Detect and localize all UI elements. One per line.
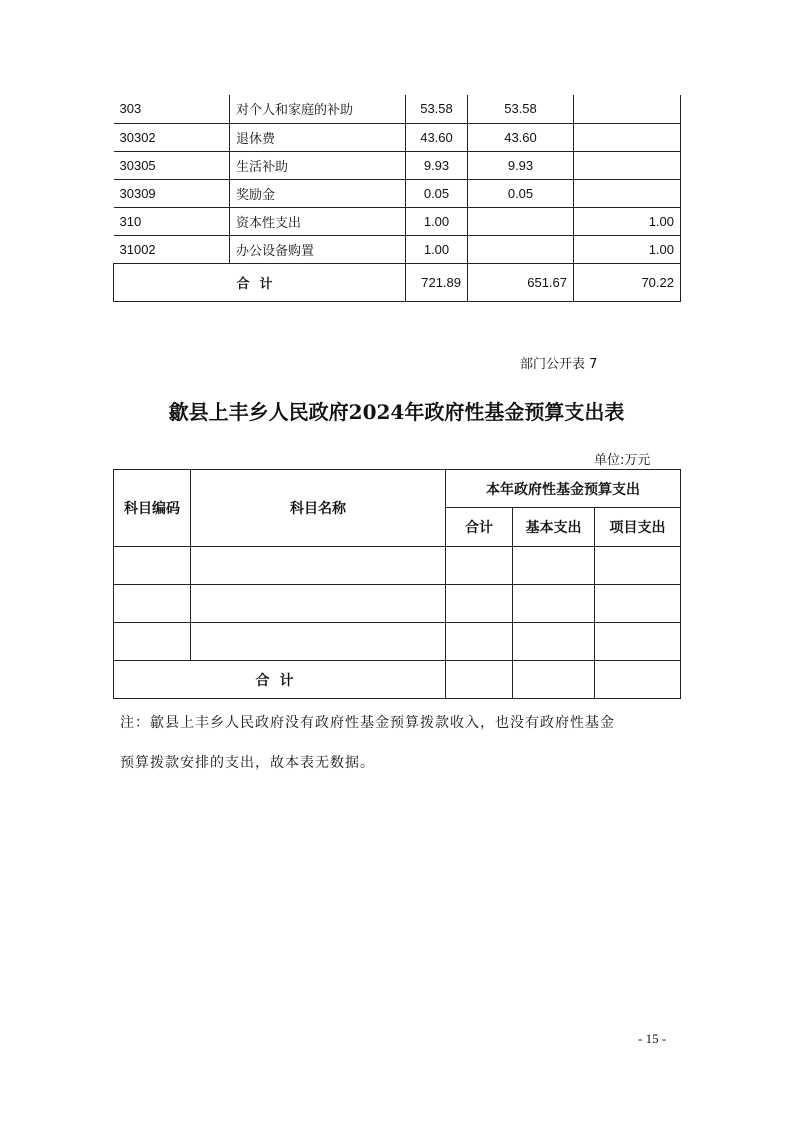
row-code: 310 <box>114 207 230 235</box>
page-number: - 15 - <box>638 1031 667 1046</box>
row-code: 31002 <box>114 235 230 263</box>
total-value: 721.89 <box>406 263 468 301</box>
row-name: 退休费 <box>230 123 406 151</box>
table-row <box>114 179 681 207</box>
row-name: 办公设备购置 <box>230 235 406 263</box>
row-name: 生活补助 <box>230 151 406 179</box>
row-code: 30305 <box>114 151 230 179</box>
row-code: 30309 <box>114 179 230 207</box>
row-basic: 0.05 <box>468 179 574 207</box>
header-name: 科目名称 <box>191 470 446 547</box>
table-total-row <box>114 263 681 301</box>
row-total: 43.60 <box>406 123 468 151</box>
table-row <box>114 207 681 235</box>
row-name: 资本性支出 <box>230 207 406 235</box>
project-total-value: 70.22 <box>574 263 681 301</box>
row-basic <box>468 207 574 235</box>
row-code: 30302 <box>114 123 230 151</box>
total-label: 合计 <box>114 661 446 699</box>
row-name: 奖励金 <box>230 179 406 207</box>
row-basic: 9.93 <box>468 151 574 179</box>
header-group: 本年政府性基金预算支出 <box>446 470 681 508</box>
expenditure-table-continued <box>113 95 681 302</box>
unit-label: 单位:万元 <box>594 453 651 468</box>
note-text: 注：歙县上丰乡人民政府没有政府性基金预算拨款收入，也没有政府性基金 <box>120 715 615 731</box>
table-row <box>114 151 681 179</box>
row-project: 1.00 <box>574 207 681 235</box>
row-total: 1.00 <box>406 235 468 263</box>
row-project <box>574 179 681 207</box>
row-total: 1.00 <box>406 207 468 235</box>
header-total: 合计 <box>446 508 513 547</box>
row-project <box>574 95 681 123</box>
page-title: 歙县上丰乡人民政府2024年政府性基金预算支出表 <box>168 400 625 424</box>
header-project: 项目支出 <box>595 508 681 547</box>
row-basic <box>468 235 574 263</box>
row-name: 对个人和家庭的补助 <box>230 95 406 123</box>
row-project <box>574 151 681 179</box>
table-row <box>114 95 681 123</box>
row-project: 1.00 <box>574 235 681 263</box>
table-row <box>114 547 681 585</box>
total-label: 合计 <box>114 263 406 301</box>
header-basic: 基本支出 <box>513 508 595 547</box>
row-project <box>574 123 681 151</box>
note-text-continued: 预算拨款安排的支出，故本表无数据。 <box>120 755 375 771</box>
table-row <box>114 623 681 661</box>
dept-table-label: 部门公开表 7 <box>520 357 598 372</box>
row-basic: 53.58 <box>468 95 574 123</box>
row-code: 303 <box>114 95 230 123</box>
table-row <box>114 123 681 151</box>
basic-total-value: 651.67 <box>468 263 574 301</box>
header-code: 科目编码 <box>114 470 191 547</box>
table-row <box>114 235 681 263</box>
table-total-row <box>114 661 681 699</box>
table-header-row <box>114 470 681 508</box>
fund-expenditure-table <box>113 469 681 699</box>
row-total: 0.05 <box>406 179 468 207</box>
table-row <box>114 585 681 623</box>
row-basic: 43.60 <box>468 123 574 151</box>
row-total: 9.93 <box>406 151 468 179</box>
row-total: 53.58 <box>406 95 468 123</box>
